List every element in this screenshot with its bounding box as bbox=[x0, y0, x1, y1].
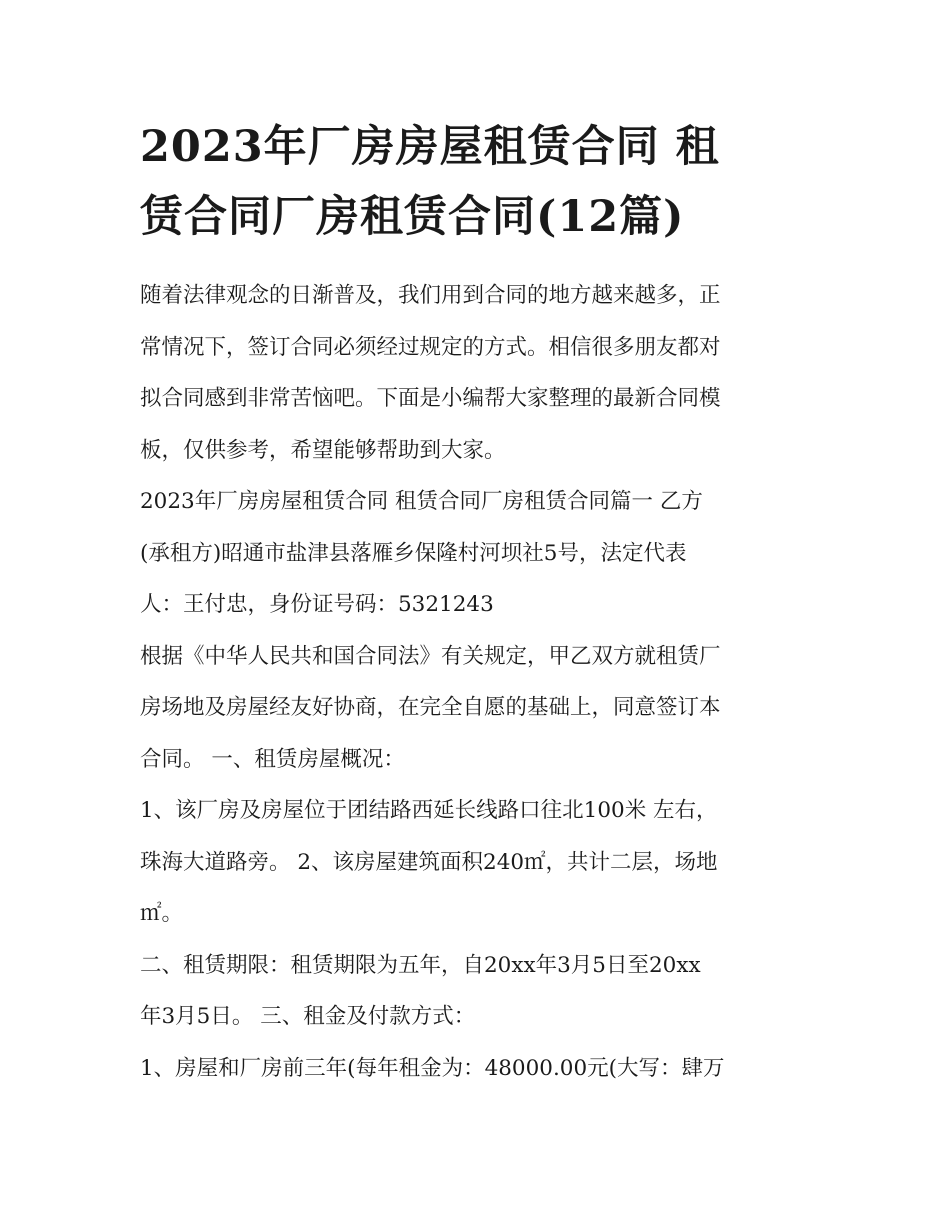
party-paragraph bbox=[140, 476, 816, 631]
intro-paragraph bbox=[140, 270, 816, 476]
document-page bbox=[140, 112, 816, 1094]
text-line: ㎡。 bbox=[140, 901, 184, 926]
text-line: 人：王付忠，身份证号码：5321243 bbox=[140, 592, 494, 617]
title-line: 赁合同厂房租赁合同(12篇) bbox=[140, 192, 685, 242]
title-line: 2023年厂房房屋租赁合同 租 bbox=[140, 122, 720, 172]
document-body bbox=[140, 270, 816, 1094]
text-line: 随着法律观念的日渐普及，我们用到合同的地方越来越多，正 bbox=[140, 283, 721, 308]
text-line: 合同。 一、租赁房屋概况： bbox=[140, 746, 405, 772]
text-line: (承租方)昭通市盐津县落雁乡保隆村河坝社5号，法定代表 bbox=[140, 540, 687, 566]
text-line: 板，仅供参考，希望能够帮助到大家。 bbox=[140, 437, 506, 463]
text-line: 拟合同感到非常苦恼吧。下面是小编帮大家整理的最新合同模 bbox=[140, 386, 721, 411]
text-line: 常情况下，签订合同必须经过规定的方式。相信很多朋友都对 bbox=[140, 334, 721, 360]
text-line: 二、租赁期限：租赁期限为五年，自20xx年3月5日至20xx bbox=[140, 952, 701, 978]
premises-paragraph bbox=[140, 785, 816, 940]
document-title bbox=[140, 112, 816, 252]
legal-basis-paragraph bbox=[140, 631, 816, 786]
text-line: 2023年厂房房屋租赁合同 租赁合同厂房租赁合同篇一 乙方 bbox=[140, 489, 703, 514]
text-line: 房场地及房屋经友好协商，在完全自愿的基础上，同意签订本 bbox=[140, 695, 721, 720]
rent-paragraph bbox=[140, 1043, 816, 1095]
text-line: 1、房屋和厂房前三年(每年租金为：48000.00元(大写：肆万 bbox=[140, 1055, 725, 1081]
term-paragraph bbox=[140, 940, 816, 1043]
text-line: 年3月5日。 三、租金及付款方式： bbox=[140, 1004, 476, 1029]
text-line: 1、该厂房及房屋位于团结路西延长线路口往北100米 左右， bbox=[140, 798, 718, 823]
text-line: 根据《中华人民共和国合同法》有关规定，甲乙双方就租赁厂 bbox=[140, 643, 721, 669]
text-line: 珠海大道路旁。 2、该房屋建筑面积240㎡，共计二层，场地 bbox=[140, 849, 718, 875]
